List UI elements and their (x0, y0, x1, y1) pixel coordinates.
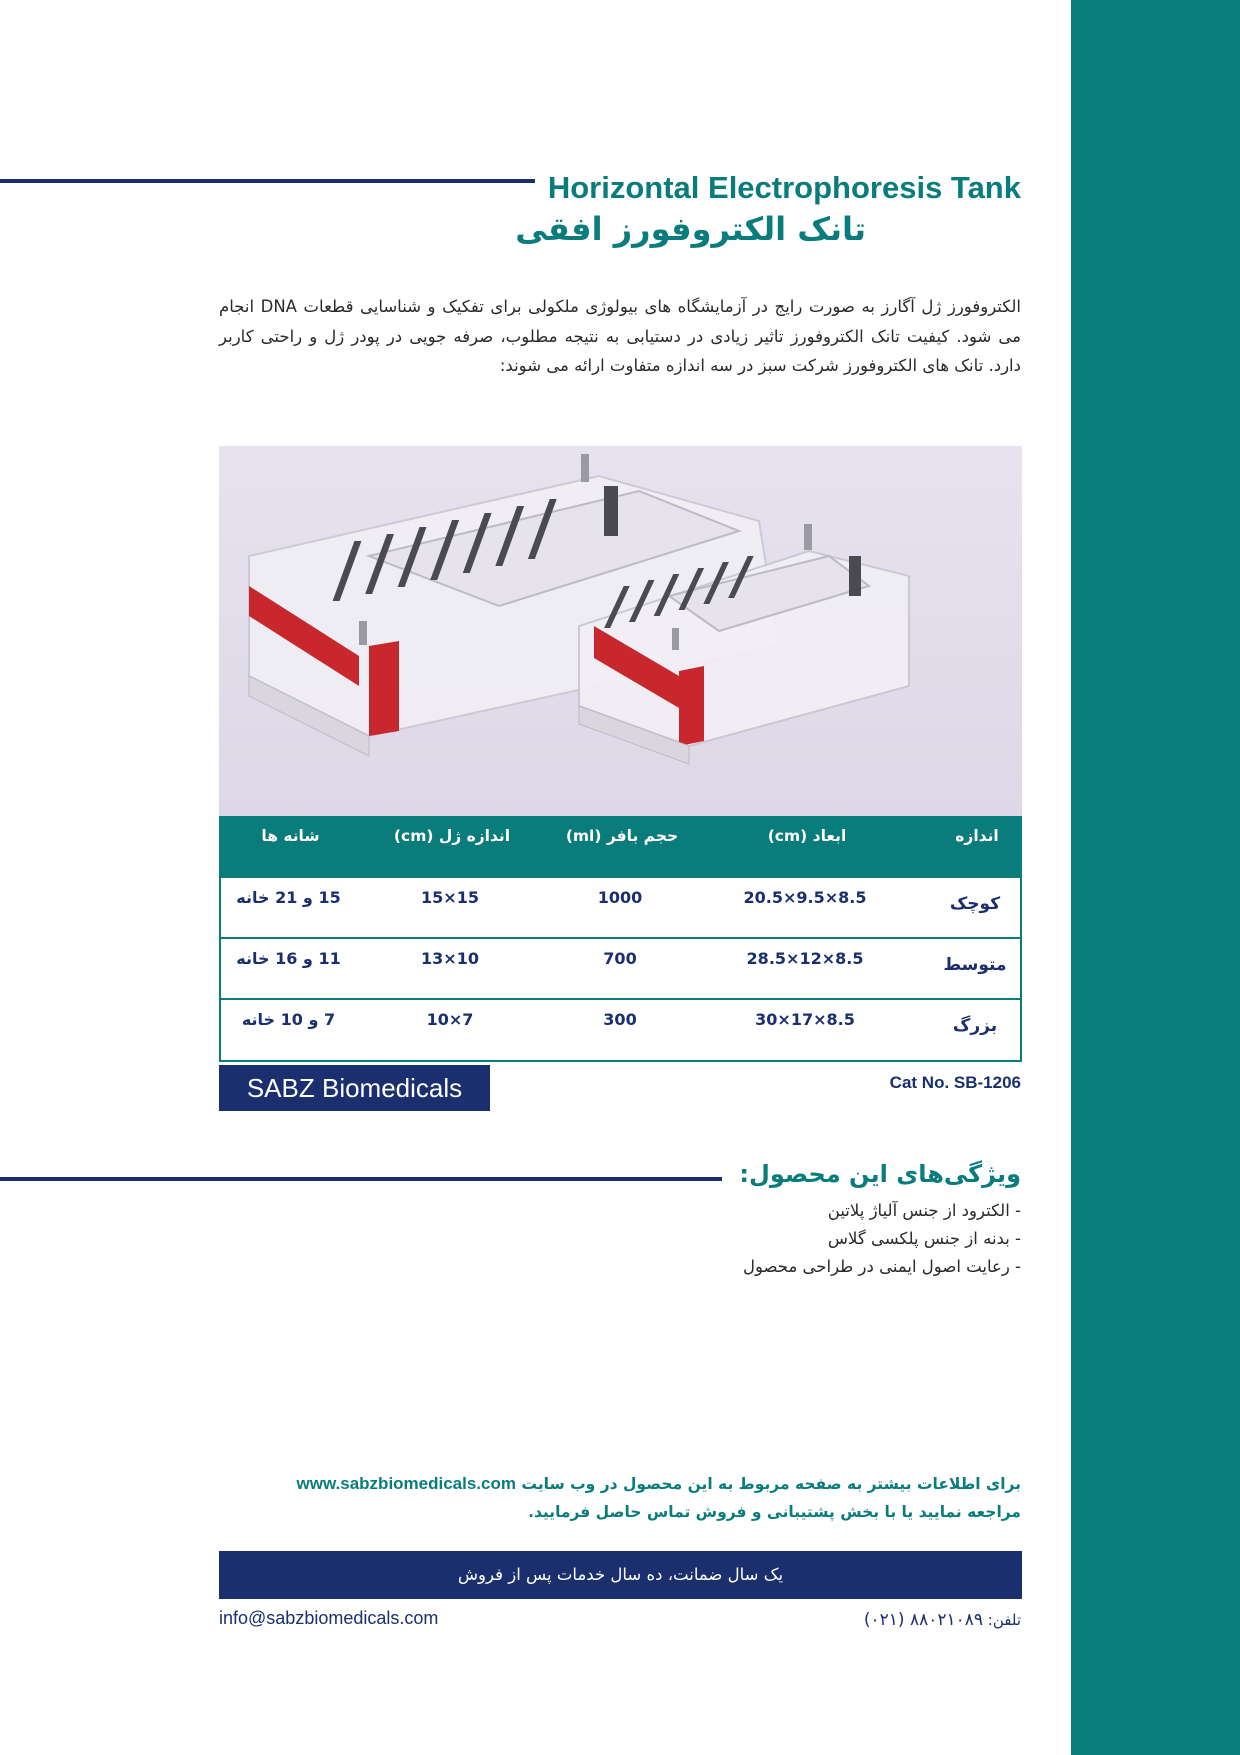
more-info-prefix: برای اطلاعات بیشتر به صفحه مربوط به این محصول در وب سایت (521, 1475, 1021, 1493)
specs-table-header (219, 816, 1022, 878)
more-info-line-2: مراجعه نمایید یا با بخش پشتیبانی و فروش تماس حاصل فرمایید. (528, 1503, 1021, 1521)
list-item: - رعایت اصول ایمنی در طراحی محصول (742, 1257, 1021, 1276)
table-row (221, 939, 1020, 1000)
cell-combs: 11 و 16 خانه (236, 949, 341, 968)
features-list (560, 1197, 1021, 1281)
website-link[interactable]: www.sabzbiomedicals.com (296, 1474, 516, 1493)
warranty-banner: یک سال ضمانت، ده سال خدمات پس از فروش (219, 1551, 1022, 1599)
title-divider (0, 179, 535, 183)
list-item: - بدنه از جنس پلکسی گلاس (827, 1229, 1021, 1248)
side-band (1071, 0, 1240, 1755)
product-photo (219, 446, 1022, 816)
header-size: اندازه (955, 827, 999, 845)
cell-buffer: 1000 (597, 888, 643, 907)
product-title-fa: تانک الکتروفورز افقی (515, 210, 866, 248)
header-dimensions: ابعاد (cm) (767, 827, 847, 845)
phone-number[interactable]: (۰۲۱) ۸۸۰۲۱۰۸۹ (863, 1610, 984, 1630)
cell-buffer: 700 (603, 949, 637, 968)
phone-label: تلفن: (987, 1611, 1021, 1629)
cell-size: بزرگ (952, 1016, 998, 1036)
cell-gel: 10×13 (421, 949, 479, 968)
product-title-en: Horizontal Electrophoresis Tank (547, 170, 1021, 205)
electrophoresis-tanks-illustration (219, 446, 1022, 816)
header-combs: شانه ها (261, 827, 320, 845)
more-info-text (219, 1470, 1021, 1526)
table-row (221, 1000, 1020, 1061)
cell-size: متوسط (943, 955, 1007, 975)
cell-gel: 7×10 (426, 1010, 474, 1029)
email-link[interactable]: info@sabzbiomedicals.com (219, 1608, 439, 1628)
phone-info (720, 1610, 1021, 1630)
features-title: ویژگی‌های این محصول: (739, 1160, 1021, 1188)
specs-table (219, 816, 1022, 1062)
list-item: - الکترود از جنس آلیاژ پلاتین (827, 1201, 1021, 1220)
cell-dimensions: 8.5×9.5×20.5 (743, 888, 867, 907)
cell-combs: 7 و 10 خانه (241, 1010, 336, 1029)
catalog-number: Cat No. SB-1206 (889, 1073, 1021, 1092)
cell-buffer: 300 (603, 1010, 637, 1029)
table-row (221, 878, 1020, 939)
header-buffer: حجم بافر (ml) (565, 827, 679, 845)
features-divider (0, 1177, 722, 1181)
more-info-line-1 (219, 1470, 1021, 1498)
cell-dimensions: 8.5×17×30 (755, 1010, 855, 1029)
product-intro: الکتروفورز ژل آگارز به صورت رایج در آزمایشگاه های بیولوژی ملکولی برای تفکیک و شناسایی قطعات DNA انجام می شود. کیفیت تانک الکتروفورز تاثیر زیادی در دستیابی به نتیجه مطلوب، صرفه جویی در پودر ژل و راحتی کاربر دارد. تانک های الکتروفورز شرکت سبز در سه اندازه متفاوت ارائه می شوند: (219, 297, 1021, 375)
header-gel: اندازه ژل (cm) (393, 827, 511, 845)
cell-gel: 15×15 (421, 888, 479, 907)
cell-combs: 15 و 21 خانه (236, 888, 341, 907)
cell-size: کوچک (949, 894, 1001, 914)
brand-label: SABZ Biomedicals (219, 1065, 490, 1111)
cell-dimensions: 8.5×12×28.5 (746, 949, 864, 968)
